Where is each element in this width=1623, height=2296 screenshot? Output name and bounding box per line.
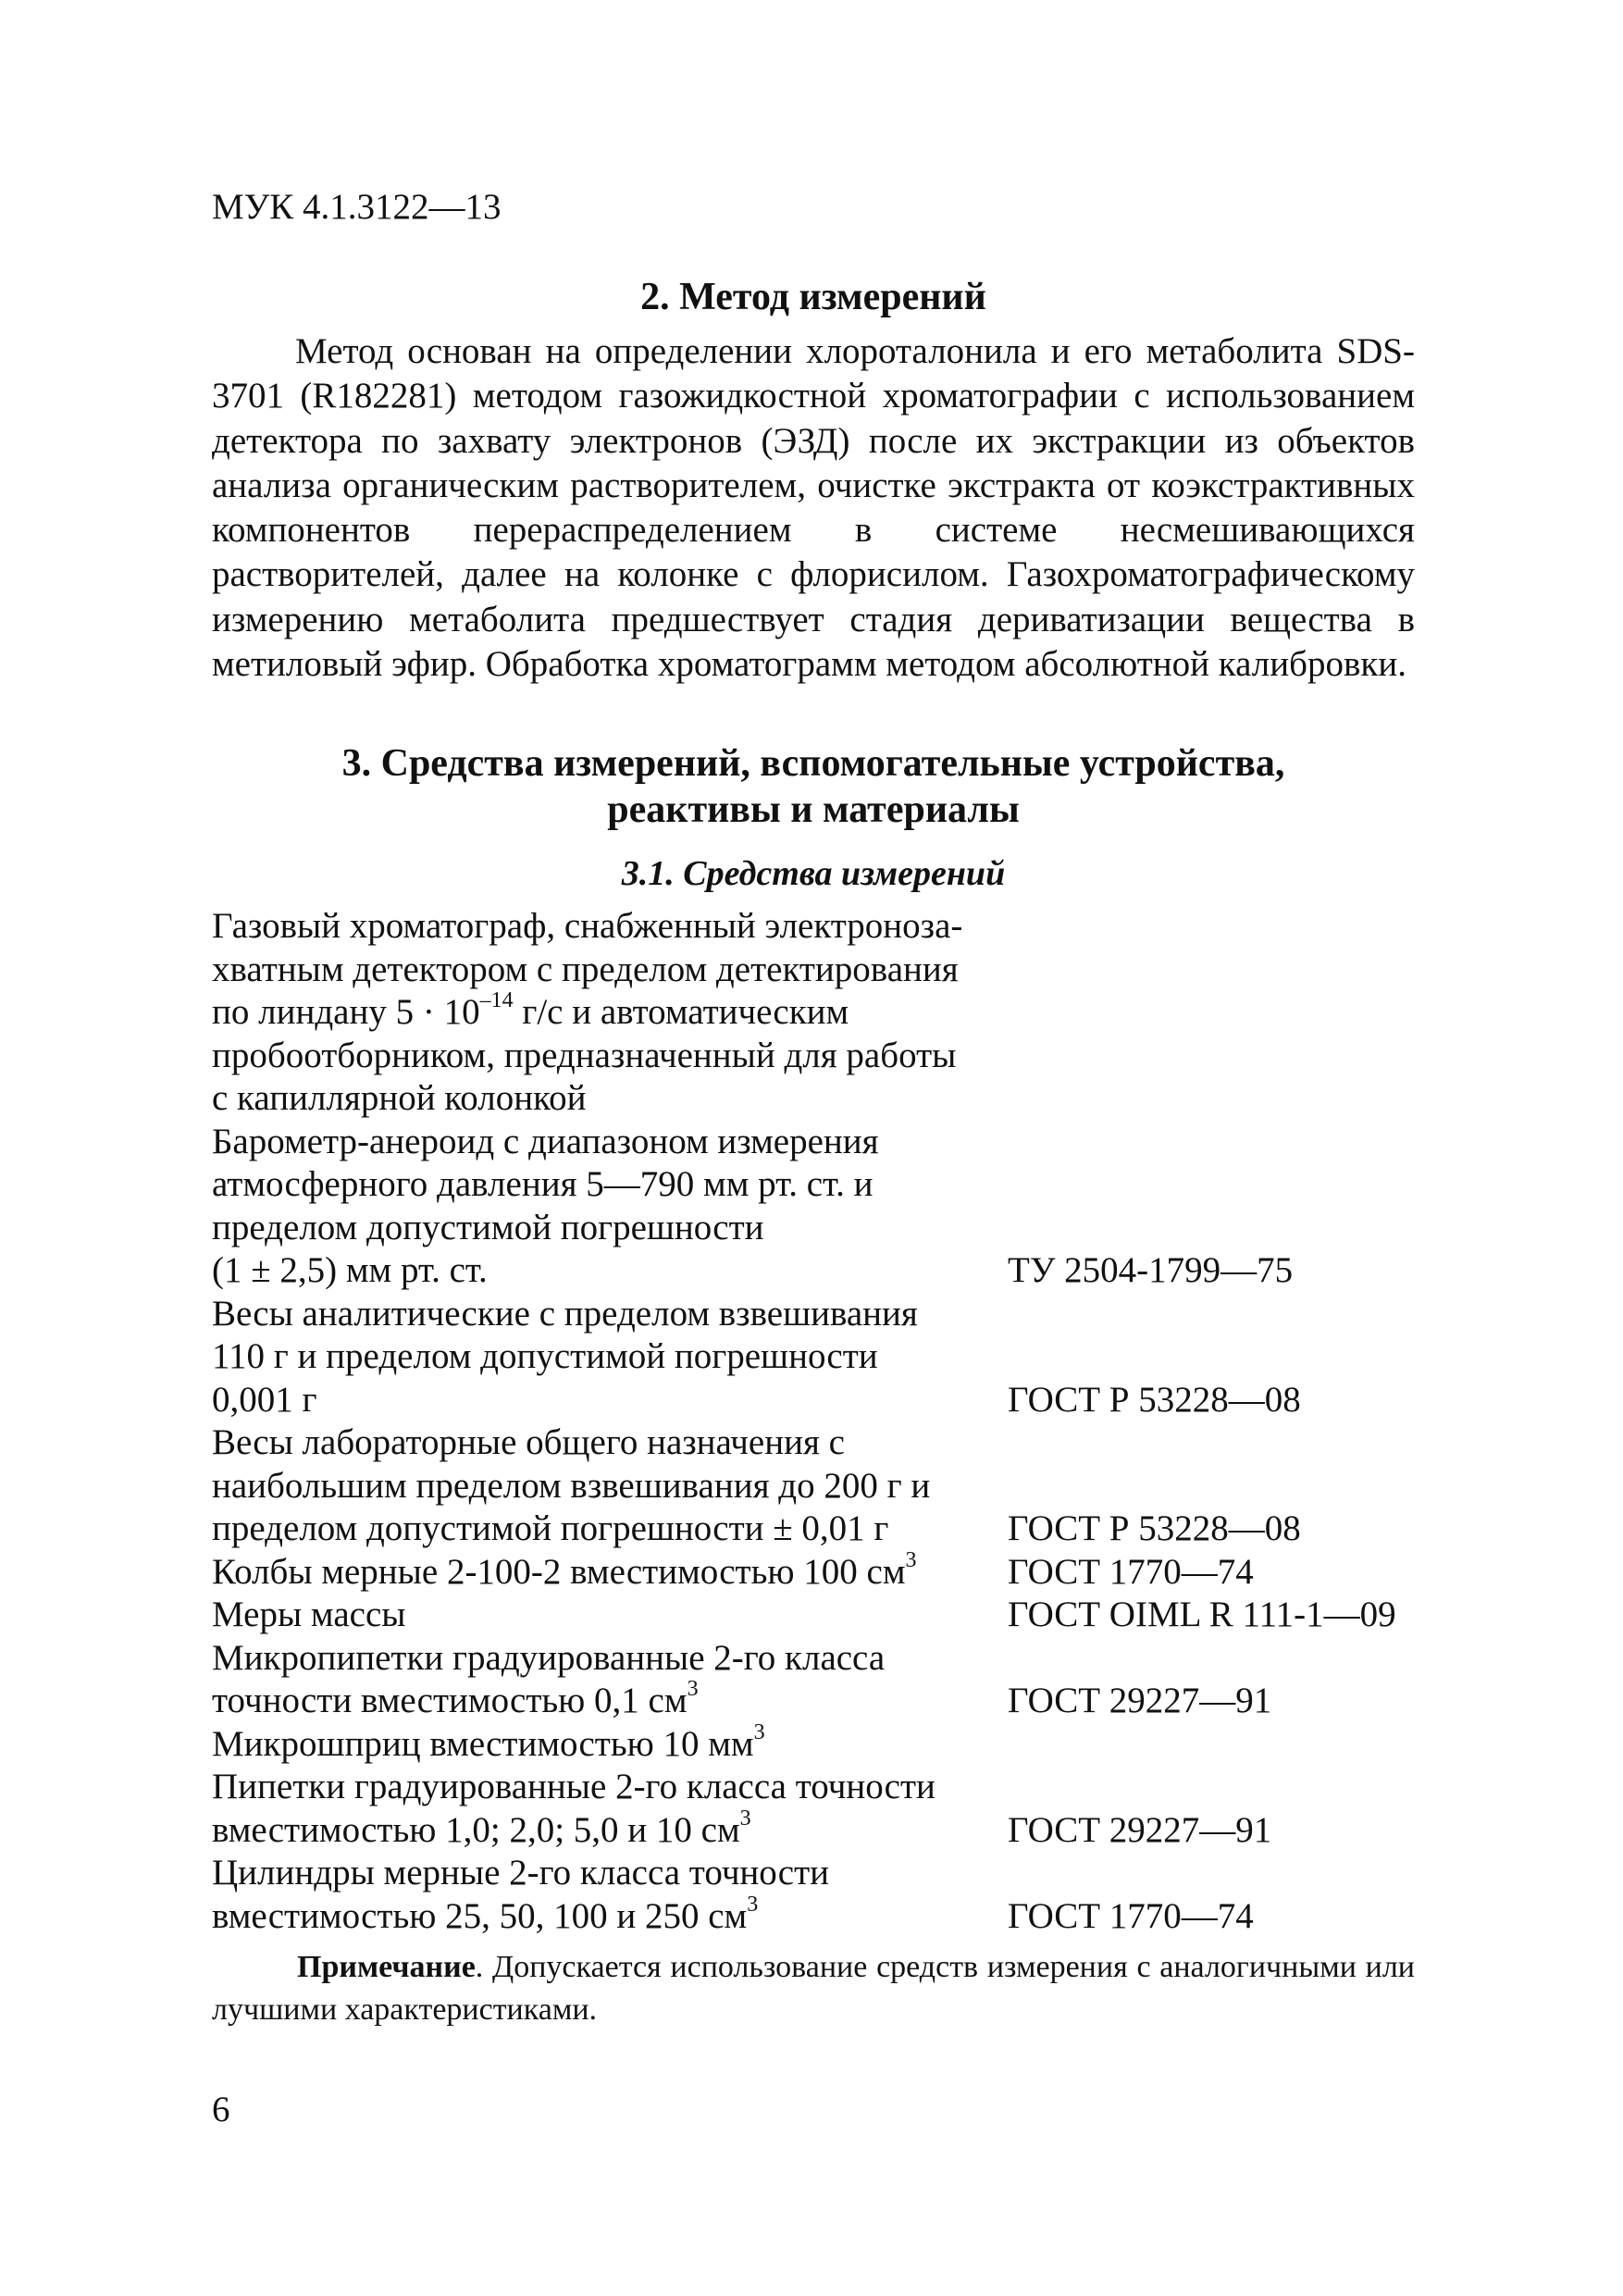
instrument-item xyxy=(212,1421,1507,1551)
instrument-description xyxy=(212,1594,1006,1637)
instrument-description xyxy=(212,1852,1006,1938)
description-line: атмосферного давления 5—790 мм рт. ст. и xyxy=(212,1164,873,1204)
instrument-standard: ГОСТ 29227—91 xyxy=(1008,1681,1272,1720)
description-line: Меры массы xyxy=(212,1595,406,1634)
subsection-3-1-title: 3.1. Средства измерений xyxy=(621,854,1006,893)
section-2-body: Метод основан на определении хлороталонила и его метаболита SDS-3701 (R182281) методом газожидкостной хроматографии с использованием детектора по захвату электронов (ЭЗД) после их экстракции из объектов анализа органическим растворителем, очистке экстракта от коэкстрактивных компонентов перераспределением в системе несмешивающихся растворителей, далее на колонке с флорисилом. Газохроматографическому измерению метаболита предшествует стадия дериватизации вещества в метиловый эфир. Обработка хроматограмм методом абсолютной калибровки. xyxy=(212,331,1415,685)
description-line: (1 ± 2,5) мм рт. ст. xyxy=(212,1250,488,1290)
text-part: точности вместимостью 0,1 см xyxy=(212,1681,688,1720)
instrument-description xyxy=(212,1766,1006,1852)
description-line: Микропипетки градуированные 2-го класса xyxy=(212,1637,886,1678)
page-number: 6 xyxy=(212,2090,230,2129)
description-line: пределом допустимой погрешности ± 0,01 г xyxy=(212,1508,889,1548)
text-part: г/с и автоматическим xyxy=(513,992,849,1032)
instrument-description xyxy=(212,1719,1006,1767)
instrument-item xyxy=(212,1121,1507,1293)
instrument-description xyxy=(212,1547,1006,1595)
description-line xyxy=(212,1719,1006,1767)
instrument-item xyxy=(212,1766,1507,1852)
section-3-title-line-2: реактивы и материалы xyxy=(607,788,1020,831)
instrument-item xyxy=(212,905,1507,1121)
description-line: наибольшим пределом взвешивания до 200 г и xyxy=(212,1465,931,1506)
superscript: 3 xyxy=(753,1719,765,1744)
instrument-standard: ГОСТ Р 53228—08 xyxy=(1008,1379,1301,1420)
note xyxy=(212,1946,1415,2031)
description-line: Весы лабораторные общего назначения с xyxy=(212,1422,845,1462)
description-line: пределом допустимой погрешности xyxy=(212,1207,764,1247)
description-line: 0,001 г xyxy=(212,1379,317,1420)
instrument-description xyxy=(212,1637,1006,1723)
instrument-description xyxy=(212,1121,1006,1293)
text-part: вместимостью 1,0; 2,0; 5,0 и 10 см xyxy=(212,1809,740,1850)
instrument-standard: ГОСТ 1770—74 xyxy=(1008,1895,1254,1936)
section-2-title: 2. Метод измерений xyxy=(640,276,986,318)
instruments-list xyxy=(212,905,1507,1938)
description-line: Барометр-анероид с диапазоном измерения xyxy=(212,1121,879,1161)
note-text: . Допускается использование средств измерения с аналогичными или лучшими характеристиками. xyxy=(212,1950,1415,2027)
description-line xyxy=(212,988,1006,1035)
description-line: Цилиндры мерные 2-го класса точности xyxy=(212,1853,829,1893)
description-line: 110 г и пределом допустимой погрешности xyxy=(212,1336,878,1376)
text-part: по линдану 5 · 10 xyxy=(212,992,480,1032)
instrument-description xyxy=(212,1421,1006,1551)
description-line: хватным детектором с пределом детектирования xyxy=(212,949,959,989)
instrument-item xyxy=(212,1852,1507,1938)
instrument-description xyxy=(212,905,1006,1121)
description-line xyxy=(212,1806,1006,1853)
superscript: 3 xyxy=(687,1677,699,1701)
instrument-description xyxy=(212,1293,1006,1422)
instrument-standard: ТУ 2504-1799—75 xyxy=(1008,1250,1294,1290)
description-line: пробоотборником, предназначенный для работы xyxy=(212,1035,957,1075)
instrument-item xyxy=(212,1293,1507,1422)
note-label: Примечание xyxy=(297,1950,476,1984)
text-part: Микрошприц вместимостью 10 мм xyxy=(212,1723,754,1764)
instrument-item xyxy=(212,1719,1507,1767)
description-line: Пипетки градуированные 2-го класса точности xyxy=(212,1767,935,1806)
superscript: 3 xyxy=(739,1806,751,1831)
instrument-standard: ГОСТ OIML R 111-1—09 xyxy=(1008,1595,1396,1634)
instrument-item xyxy=(212,1637,1507,1723)
superscript: 3 xyxy=(747,1892,759,1917)
description-line xyxy=(212,1547,1006,1595)
instrument-standard: ГОСТ Р 53228—08 xyxy=(1008,1508,1301,1548)
superscript: 3 xyxy=(905,1547,917,1572)
document-code: МУК 4.1.3122—13 xyxy=(212,187,502,227)
superscript: –14 xyxy=(479,988,514,1012)
instrument-item xyxy=(212,1547,1507,1595)
description-line: Весы аналитические с пределом взвешивания xyxy=(212,1293,918,1334)
instrument-standard: ГОСТ 29227—91 xyxy=(1008,1809,1272,1850)
description-line xyxy=(212,1892,1006,1939)
section-3-title xyxy=(212,740,1415,833)
description-line xyxy=(212,1677,1006,1723)
description-line: Газовый хроматограф, снабженный электроноза- xyxy=(212,906,963,946)
text-part: Колбы мерные 2-100-2 вместимостью 100 см xyxy=(212,1551,906,1592)
instrument-item xyxy=(212,1594,1507,1637)
text-part: вместимостью 25, 50, 100 и 250 см xyxy=(212,1895,748,1936)
description-line: с капиллярной колонкой xyxy=(212,1078,587,1118)
instrument-standard: ГОСТ 1770—74 xyxy=(1008,1551,1254,1592)
section-3-title-line-1: 3. Средства измерений, вспомогательные устройства, xyxy=(341,742,1285,785)
